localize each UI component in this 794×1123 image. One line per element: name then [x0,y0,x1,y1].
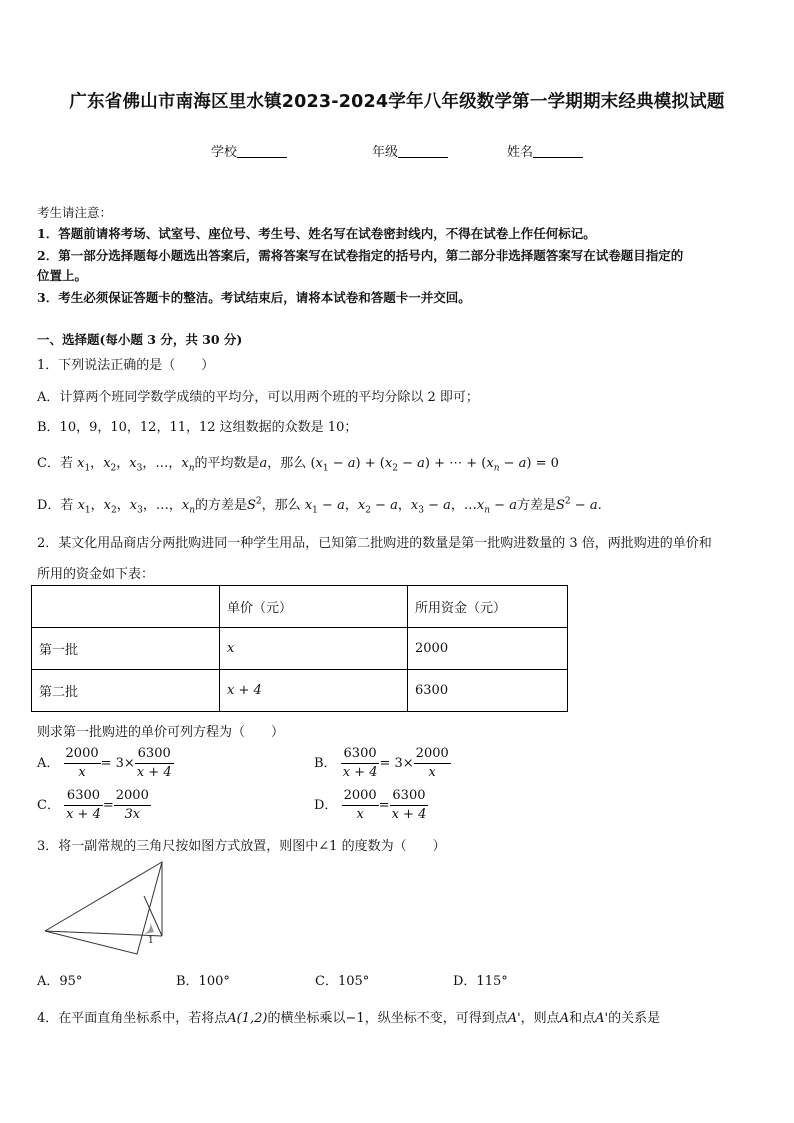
notice-item-2: 2．第一部分选择题每小题选出答案后，需将答案写在试卷指定的括号内，第二部分非选择题答案写在试卷题目指定的 [37,248,684,263]
notice-item-2-cont: 位置上。 [37,268,88,283]
q2-option-d: D． $\frac{2000}{x}$ = $\frac{6300}{x + 4}$ [314,788,427,822]
table-header-cell [32,586,220,628]
table-header-cell: 单价（元） [220,586,408,628]
school-blank[interactable] [237,144,287,158]
triangle-large [45,862,162,954]
q2-stem-line-1: 2．某文化用品商店分两批购进同一种学生用品，已知第二批购进的数量是第一批购进数量的 3 倍，两批购进的单价和 [37,536,712,551]
set-squares-figure [40,858,175,958]
q3-option-b: B．100° [176,974,230,989]
q3-option-c: C．105° [315,974,370,989]
q3-stem: 3．将一副常规的三角尺按如图方式放置，则图中∠1 的度数为（ ） [37,839,446,854]
table-cell: 2000 [408,628,568,670]
price-table [31,585,568,712]
q1-option-c: C．若 $x_1$，$x_2$，$x_3$，…，$x_n$的平均数是a，那么 $(x_1 - a) + (x_2 - a)$ + ⋯ + $(x_n - a) = 0$ [37,456,559,474]
name-blank[interactable] [533,144,583,158]
notice-heading: 考生请注意： [37,205,113,220]
q3-option-d: D．115° [453,974,508,989]
page-title: 广东省佛山市南海区里水镇2023-2024学年八年级数学第一学期期末经典模拟试题 [69,92,725,112]
name-label: 姓名 [507,145,534,160]
table-cell: 6300 [408,670,568,712]
section-heading: 一、选择题(每小题 3 分，共 30 分) [37,332,243,347]
table-row [32,628,568,670]
grade-blank[interactable] [398,144,448,158]
q2-option-b: B． $\frac{6300}{x + 4}$ = 3× $\frac{2000}{x}$ [314,746,449,780]
table-cell: x [220,628,408,670]
q2-option-c: C． $\frac{6300}{x + 4}$ = $\frac{2000}{3x}$ [37,788,149,822]
table-cell: 第二批 [32,670,220,712]
table-header-cell: 所用资金（元） [408,586,568,628]
q3-option-a: A．95° [37,974,83,989]
q1-option-a: A．计算两个班同学数学成绩的平均分，可以用两个班的平均分除以 2 即可； [37,390,479,405]
name-field[interactable] [507,141,583,160]
q2-question: 则求第一批购进的单价可列方程为（ ） [37,725,285,740]
table-row [32,670,568,712]
grade-label: 年级 [372,145,399,160]
q1-option-b: B．10，9，10，12，11，12 这组数据的众数是 10； [37,420,358,435]
angle-1-label: 1 [148,936,154,946]
notice-item-3: 3．考生必须保证答题卡的整洁。考试结束后，请将本试卷和答题卡一并交回。 [37,290,471,305]
q2-option-a: A． $\frac{2000}{x}$ = 3× $\frac{6300}{x + 4}$ [37,746,172,780]
q1-option-d: D．若 $x_1$，$x_2$，$x_3$，…，$x_n$的方差是$S^2$，那么 $x_1 - a$，$x_2 - a$，$x_3 - a$，$\dots x_n - a$方差是$S^2 - a$. [37,496,602,516]
school-field[interactable] [211,141,287,160]
grade-field[interactable] [372,141,448,160]
q2-stem-line-2: 所用的资金如下表： [37,567,155,582]
table-header-row [32,586,568,628]
q4-stem: 4．在平面直角坐标系中，若将点A(1,2)的横坐标乘以−1，纵坐标不变，可得到点A'，则点A和点A'的关系是 [37,1011,661,1026]
table-cell: x + 4 [220,670,408,712]
q1-stem: 1．下列说法正确的是（ ） [37,358,215,373]
notice-item-1: 1．答题前请将考场、试室号、座位号、考生号、姓名写在试卷密封线内，不得在试卷上作任何标记。 [37,226,596,241]
table-cell: 第一批 [32,628,220,670]
school-label: 学校 [211,145,238,160]
